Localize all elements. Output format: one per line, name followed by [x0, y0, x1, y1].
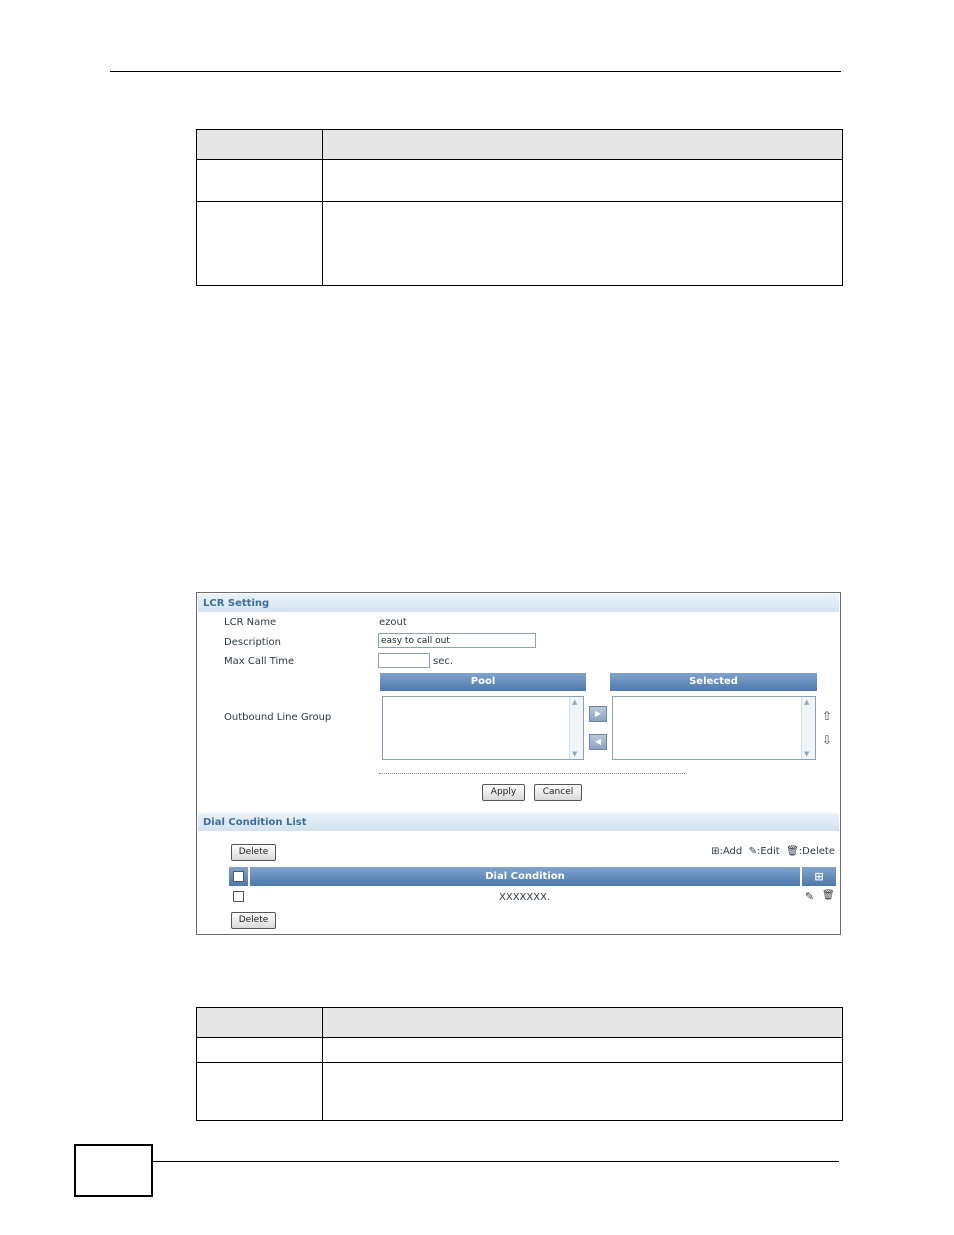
legend-edit-label: :Edit — [756, 846, 780, 857]
delete-button-top[interactable]: Delete — [231, 844, 276, 861]
selected-scrollbar[interactable] — [801, 697, 815, 759]
dial-condition-list-header — [198, 813, 839, 831]
legend-add-label: :Add — [719, 846, 743, 857]
max-call-time-label: Max Call Time — [224, 656, 295, 667]
doc-table-row — [197, 1038, 843, 1063]
scroll-down-icon[interactable]: ▼ — [572, 750, 578, 758]
lcr-setting-title: LCR Setting — [203, 598, 270, 609]
lcr-setting-header — [198, 594, 839, 612]
page-number-box — [74, 1144, 153, 1197]
add-cell — [802, 867, 836, 886]
max-call-time-unit: sec. — [433, 656, 454, 667]
scroll-down-icon[interactable]: ▼ — [804, 750, 810, 758]
bottom-rule — [151, 1161, 839, 1162]
scroll-up-icon[interactable]: ▲ — [804, 698, 810, 706]
scroll-up-icon[interactable]: ▲ — [572, 698, 578, 706]
max-call-time-input[interactable] — [378, 653, 430, 668]
selected-header: Selected — [610, 673, 817, 691]
pool-scrollbar[interactable] — [569, 697, 583, 759]
trash-icon[interactable]: 🗑 — [822, 890, 835, 901]
move-right-button[interactable] — [589, 706, 607, 722]
lcr-name-value: ezout — [379, 617, 407, 628]
description-input[interactable] — [378, 633, 536, 648]
dial-condition-column-header: Dial Condition — [250, 867, 800, 886]
doc-table-row — [197, 202, 843, 286]
delete-button-bottom[interactable]: Delete — [231, 912, 276, 929]
doc-table-header — [197, 1008, 843, 1038]
dial-condition-list-title: Dial Condition List — [203, 817, 307, 828]
lcr-name-label: LCR Name — [224, 617, 277, 628]
select-all-checkbox[interactable] — [233, 871, 244, 882]
icon-legend — [711, 846, 835, 857]
doc-table-top — [196, 129, 843, 286]
lcr-config-panel — [196, 592, 841, 935]
arrow-right-icon: ▶ — [594, 709, 602, 718]
description-label: Description — [224, 637, 281, 648]
doc-table-row — [197, 1063, 843, 1121]
pool-listbox[interactable] — [382, 696, 584, 760]
cancel-button[interactable]: Cancel — [534, 784, 582, 801]
selected-listbox[interactable] — [612, 696, 816, 760]
move-down-icon[interactable]: ⇩ — [822, 733, 833, 747]
legend-delete-label: :Delete — [798, 846, 835, 857]
row-checkbox[interactable] — [233, 891, 244, 902]
add-icon: ⊞ — [711, 846, 720, 857]
dial-condition-value: XXXXXXX. — [499, 892, 551, 903]
top-rule — [110, 71, 841, 72]
edit-icon[interactable]: ✎ — [805, 890, 815, 903]
doc-table-row — [197, 160, 843, 202]
trash-icon: 🗑 — [786, 846, 799, 857]
edit-icon: ✎ — [748, 846, 757, 857]
apply-button[interactable]: Apply — [482, 784, 525, 801]
pool-header: Pool — [380, 673, 586, 691]
add-icon[interactable]: ⊞ — [814, 870, 824, 883]
arrow-left-icon: ◀ — [594, 737, 602, 746]
move-up-icon[interactable]: ⇧ — [822, 709, 833, 723]
select-all-cell — [229, 867, 248, 886]
doc-table-header — [197, 130, 843, 160]
move-left-button[interactable] — [589, 734, 607, 750]
dial-condition-table-header — [229, 867, 836, 886]
divider — [379, 773, 685, 774]
doc-table-bottom — [196, 1007, 843, 1121]
outbound-line-group-label: Outbound Line Group — [224, 712, 332, 723]
